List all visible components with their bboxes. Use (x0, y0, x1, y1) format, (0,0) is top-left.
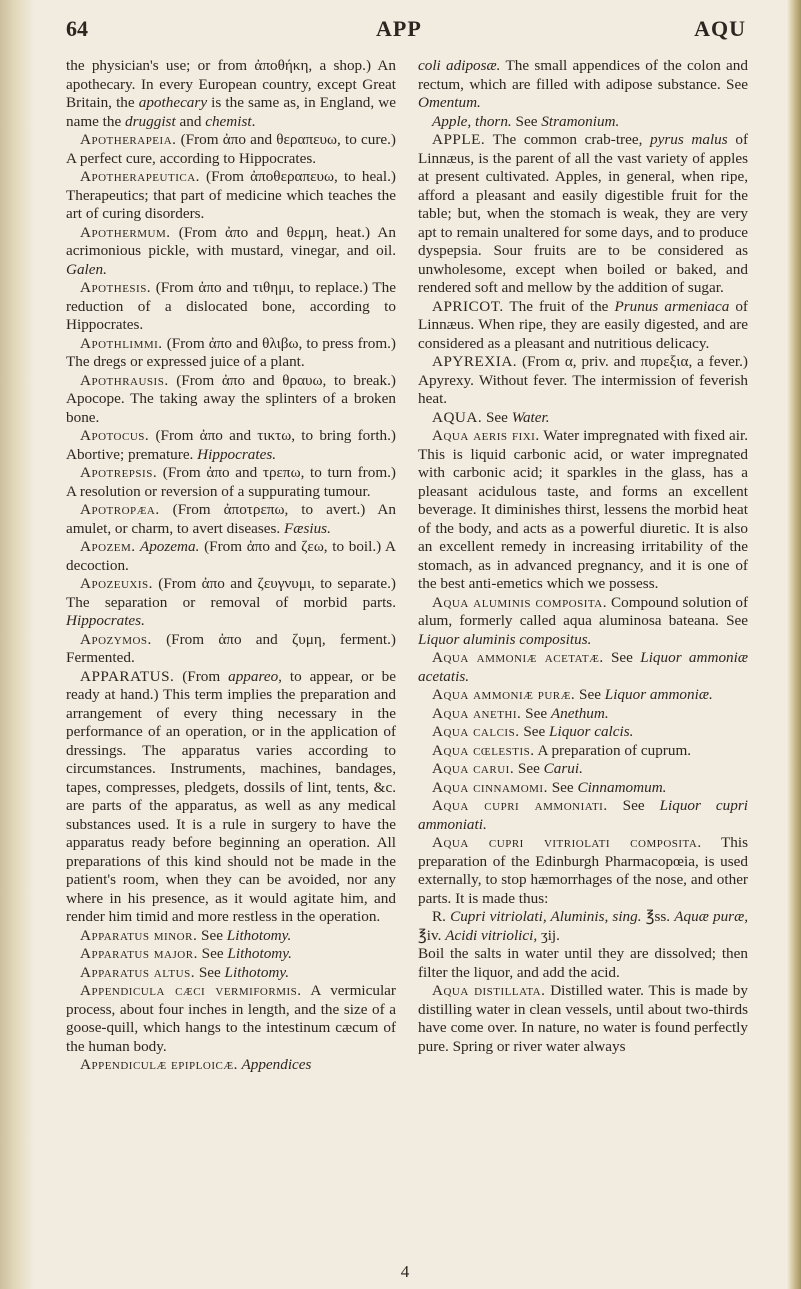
left-column-entry (66, 631, 396, 668)
entry-text: (From ἀποτρεπω, to avert.) An amulet, or charm, to avert diseases. (66, 501, 396, 537)
entry-text: This preparation of the Edinburgh Pharmacopœia, is used externally, to stop hæmorrhages of the nose, and other parts. It is made thus: (418, 834, 748, 907)
entry-headword: Apotropæa. (80, 501, 160, 518)
entry-text: (From ἀπο and ζεω, to boil.) A decoction. (66, 538, 396, 574)
entry-italic: Appendices (237, 1056, 312, 1073)
entry-italic: appareo (228, 667, 279, 685)
entry-text: (From ἀποθεραπευω, to heal.) Therapeutics; that part of medicine which teaches the art of curing disorders. (66, 168, 396, 222)
left-column-entry (66, 927, 396, 946)
entry-text: See (547, 778, 578, 796)
entry-headword: Apotrepsis. (80, 464, 158, 481)
entry-text: See (511, 112, 542, 130)
entry-italic: Hippocrates. (197, 445, 277, 463)
left-column-entry (66, 945, 396, 964)
right-column-entry (418, 834, 748, 908)
entry-headword: APPLE. (432, 131, 486, 148)
entry-text: Distilled water. This is made by distilling water in clean vessels, until about two-thirds have come over. In nature, no water is found perfectly pure. Spring or river water always (418, 982, 748, 1055)
entry-text: (From ἀπο and τιθημι, to replace.) The reduction of a dislocated bone, according to Hippocrates. (66, 279, 396, 333)
entry-text: (From ἀπο and θραυω, to break.) Apocope. The taking away the splinters of a broken bone. (66, 371, 396, 426)
entry-italic: Omentum. (418, 94, 481, 111)
entry-text: the physician's use; or from ἀποθήκη, a shop.) An apothecary. In every European country, except Great Britain, the (66, 57, 396, 111)
guide-word-right: AQU (694, 16, 746, 41)
entry-headword: Apothermum. (80, 223, 171, 241)
entry-text: is the same as, in England, we name the (66, 94, 396, 130)
left-column-entry (66, 372, 396, 428)
entry-italic: Lithotomy. (227, 945, 292, 962)
entry-text: Boil the salts in water until they are dissolved; then filter the liquor, and add the acid. (418, 945, 748, 981)
entry-text: Compound solution of alum, formerly called aqua aluminosa bateana. See (418, 593, 748, 629)
entry-italic: apothecary (138, 94, 208, 111)
entry-italic: Carui. (543, 760, 583, 777)
entry-text: of Linnæus. When ripe, they are easily digested, and are considered as a pleasant and nutritious delicacy. (418, 297, 748, 352)
right-column-entry (418, 742, 748, 761)
entry-text: The common crab-tree, (485, 131, 651, 148)
entry-headword: Apparatus major. (80, 945, 198, 962)
entry-headword: Aqua cupri vitriolati composita. (432, 834, 702, 851)
entry-headword: Aqua calcis. (432, 723, 520, 740)
entry-italic: coli adiposæ. (418, 57, 501, 74)
right-column-entry (418, 298, 748, 354)
entry-headword: Aqua anethi. (432, 704, 522, 722)
entry-text: A vermicular process, about four inches in length, and the size of a goose-quill, which hangs to the intestinum cæcum of the human body. (66, 982, 396, 1055)
recipe-ingredient: Aquæ puræ, (674, 908, 748, 925)
entry-italic: Stramonium. (541, 112, 620, 130)
entry-text: (From ἀπο and ζευγνυμι, to separate.) The separation or removal of morbid parts. (66, 575, 396, 611)
recipe-quantity: ℥ss. (641, 908, 675, 925)
entry-headword: Aqua ammoniæ acetatæ. (432, 649, 604, 666)
entry-headword: AQUA. (432, 408, 483, 426)
left-column-entry (66, 668, 396, 927)
entry-text: (From α, priv. and πυρεξια, a fever.) Apyrexy. Without fever. The intermission of feverish heat. (418, 353, 748, 407)
entry-headword: Aqua carui. (432, 760, 515, 777)
entry-text: of Linnæus, is the parent of all the vast variety of apples at present cultivated. Apples, in general, when ripe, afford a pleasant and easily digestible fruit for the table; but, when the stomach is weak, they are very apt to remain unaltered for some days, and to produce dyspepsia. Sour fruits are to be considered as unwholesome, except when boiled or baked, and rendered soft and mellow by the addition of sugar. (418, 131, 748, 296)
entry-italic: Lithotomy. (226, 926, 292, 944)
entry-headword: Aqua aeris fixi. (432, 427, 540, 444)
left-column-entry (66, 279, 396, 335)
entry-headword: APYREXIA. (432, 353, 518, 370)
left-column-entry (66, 131, 396, 168)
entry-text: (From ἀπο and θερμη, heat.) An acrimonious pickle, with mustard, vinegar, and oil. (66, 223, 396, 259)
recipe-quantity: ℥iv. (418, 926, 446, 944)
right-column-entry (418, 131, 748, 298)
recipe-ingredient: Acidi vitriolici, (445, 926, 538, 944)
entry-italic: Liquor aluminis compositus. (418, 630, 592, 648)
entry-text: (From ἀπο and θλιβω, to press from.) The dregs or expressed juice of a plant. (66, 334, 396, 370)
right-column-entry (418, 353, 748, 409)
right-column-entry (418, 409, 748, 428)
right-column-entry (418, 57, 748, 113)
entry-text: See (575, 686, 605, 703)
entry-text: The small appendices of the colon and rectum, which are filled with adipose substance. See (418, 57, 748, 93)
right-column (418, 57, 748, 1056)
entry-italic: chemist (205, 112, 252, 130)
entry-headword: Aqua aluminis composita. (432, 593, 607, 611)
entry-text: See (519, 723, 550, 740)
entry-headword: Apotocus. (80, 427, 150, 444)
entry-headword: APRICOT. (432, 297, 504, 315)
entry-italic: Liquor cupri ammoniati. (418, 797, 748, 833)
entry-text: See (603, 649, 641, 666)
entry-text: (From ἀπο and τρεπω, to turn from.) A resolution or reversion of a suppurating tumour. (66, 464, 396, 500)
entry-italic: pyrus malus (650, 131, 728, 148)
right-column-entry (418, 427, 748, 594)
left-column-entry (66, 224, 396, 280)
page-number: 64 (66, 16, 88, 41)
entry-italic: Hippocrates. (66, 612, 145, 629)
left-column (66, 57, 396, 1075)
recipe-text: R. (432, 908, 451, 925)
entry-italic: Apple, thorn. (432, 112, 512, 130)
entry-headword: Apotherapeia. (80, 131, 177, 148)
right-column-entry (418, 594, 748, 650)
left-column-entry (66, 538, 396, 575)
right-column-entry (418, 779, 748, 798)
entry-italic: Liquor ammoniæ acetatis. (418, 649, 748, 685)
entry-headword: Apparatus minor. (80, 926, 198, 944)
right-column-entry (418, 760, 748, 779)
entry-headword: Apothrausis. (80, 371, 169, 389)
left-column-entry (66, 1056, 396, 1075)
right-column-entry (418, 705, 748, 724)
entry-text: See (482, 408, 512, 426)
left-column-entry (66, 982, 396, 1056)
entry-italic: Liquor ammoniæ. (604, 686, 713, 703)
entry-headword: Apozymos. (80, 630, 152, 648)
entry-headword: Appendiculæ epiploicæ. (80, 1056, 238, 1073)
entry-text: (From (174, 667, 229, 685)
entry-italic: Liquor calcis. (549, 723, 634, 740)
signature-mark: 4 (400, 1262, 410, 1281)
entry-text: See (514, 760, 544, 777)
left-column-entry (66, 427, 396, 464)
entry-text: See (195, 963, 225, 981)
left-column-entry (66, 57, 396, 131)
entry-headword: APPARATUS. (80, 667, 175, 685)
right-column-entry (418, 686, 748, 705)
entry-italic: Water. (511, 408, 550, 426)
entry-headword: Aqua distillata. (432, 982, 546, 999)
entry-italic: Prunus armeniaca (614, 297, 730, 315)
entry-text: The fruit of the (503, 297, 615, 315)
entry-text: (From ἀπο and ζυμη, ferment.) Fermented. (66, 630, 396, 666)
entry-text: and (175, 112, 206, 130)
entry-italic: Lithotomy. (224, 963, 290, 981)
entry-italic: Fæsius. (284, 519, 331, 537)
entry-italic: Cinnamomum. (577, 778, 667, 796)
entry-headword: Aqua cinnamomi. (432, 778, 548, 796)
right-column-entry (418, 982, 748, 1056)
recipe-ingredient: Cupri vitriolati, Aluminis, sing. (450, 908, 642, 925)
entry-italic: Anethum. (550, 704, 609, 722)
entry-headword: Apotherapeutica. (80, 168, 200, 185)
right-column-entry (418, 113, 748, 132)
guide-word-left: APP (376, 16, 422, 41)
entry-text: See (197, 926, 227, 944)
page-gutter-shadow (0, 0, 34, 1289)
entry-headword: Appendicula cæci vermiformis. (80, 982, 302, 999)
entry-text: (From ἀπο and θεραπευω, to cure.) A perfect cure, according to Hippocrates. (66, 131, 396, 167)
entry-text: (From ἀπο and τικτω, to bring forth.) Abortive; premature. (66, 427, 396, 463)
left-column-entry (66, 335, 396, 372)
entry-italic: druggist (125, 112, 176, 130)
entry-text: Water impregnated with fixed air. This is liquid carbonic acid, or water impregnated with carbonic acid; it sparkles in the glass, has a pleasant acidulous taste, and forms an excellent beverage. It diminishes thirst, lessens the morbid heat of the body, and acts as a powerful diuretic. It is also an excellent remedy in increasing irritability of the stomach, as in advanced pregnancy, and it is one of the best anti-emetics which we possess. (418, 427, 748, 592)
entry-headword: Apozem. (80, 538, 136, 555)
entry-headword: Aqua cupri ammoniati. (432, 797, 608, 814)
right-column-entry (418, 908, 748, 945)
entry-text: See (521, 704, 551, 722)
left-column-entry (66, 964, 396, 983)
entry-headword: Apothlimmi. (80, 334, 163, 352)
recipe-quantity: ʒij. (537, 926, 560, 944)
entry-headword: Aqua ammoniæ puræ. (432, 686, 576, 703)
right-column-entry (418, 649, 748, 686)
entry-headword: Apozeuxis. (80, 575, 153, 592)
entry-headword: Apparatus altus. (80, 963, 196, 981)
right-column-entry (418, 945, 748, 982)
running-header (66, 16, 746, 46)
left-column-entry (66, 168, 396, 224)
entry-text: . (251, 112, 256, 130)
entry-italic: Galen. (66, 260, 107, 278)
entry-headword: Apothesis. (80, 279, 152, 296)
entry-text: A preparation of cuprum. (534, 741, 692, 759)
page-edge-shadow (787, 0, 801, 1289)
entry-text: See (197, 945, 228, 962)
left-column-entry (66, 464, 396, 501)
entry-headword: Aqua cœlestis. (432, 741, 535, 759)
right-column-entry (418, 723, 748, 742)
entry-text: See (607, 797, 660, 814)
entry-text: , to appear, or be ready at hand.) This term implies the preparation and arrangement of every thing necessary in the performance of an operation, or in the application of dressings. The apparatus varies according to circumstances. Instruments, machines, bandages, tapes, compresses, pledgets, dossils of lint, tents, &c. are parts of the apparatus, as well as any medical substances used. It is a rule in surgery to have the apparatus ready before beginning an operation. All preparations of this kind should not be made in the patient's room, when they can be avoided, nor any where in his presence, as it would agitate him, and render him timid and more restless in the operation. (66, 667, 396, 925)
left-column-entry (66, 501, 396, 538)
left-column-entry (66, 575, 396, 631)
entry-italic: Apozema. (135, 538, 200, 555)
right-column-entry (418, 797, 748, 834)
